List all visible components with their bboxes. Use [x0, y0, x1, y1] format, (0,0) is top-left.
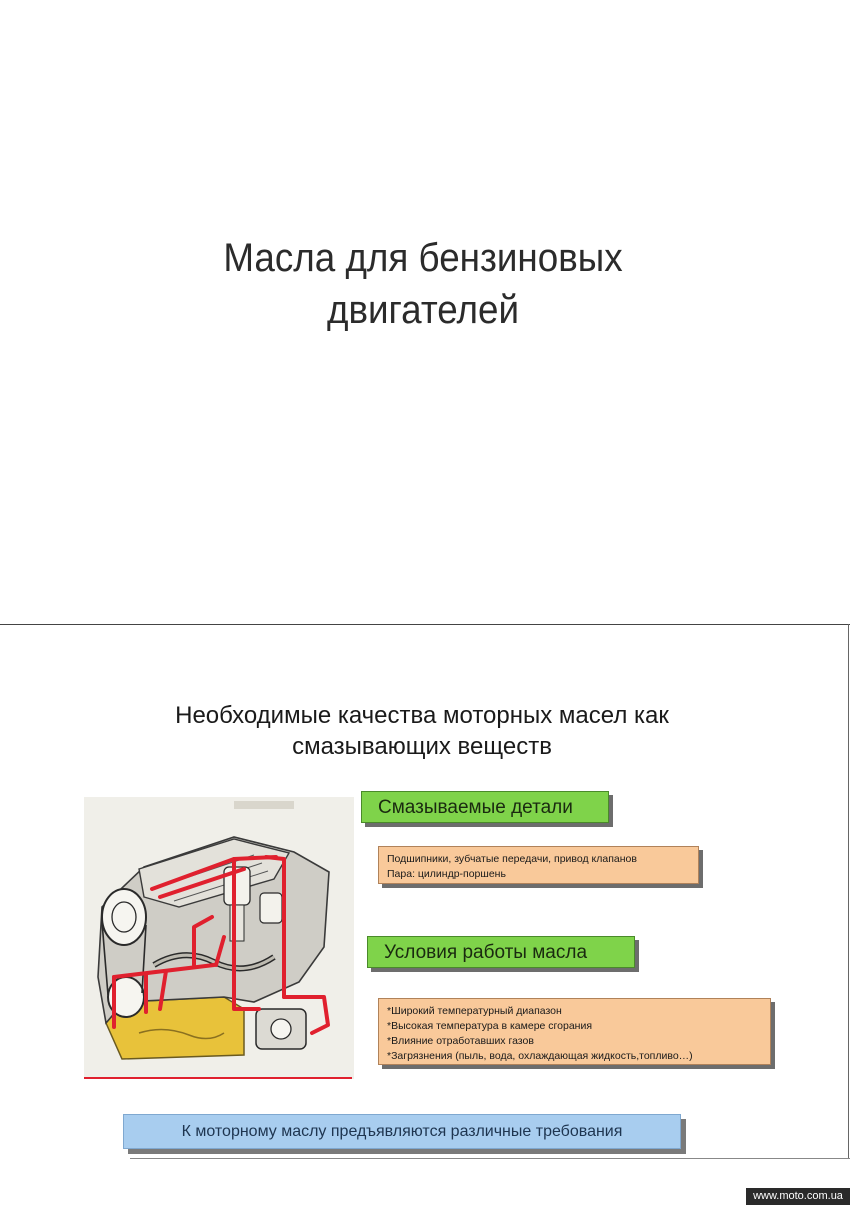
slide-right-border	[848, 624, 849, 1159]
engine-lubrication-illustration	[84, 797, 354, 1079]
operating-conditions-heading: Условия работы масла	[367, 936, 635, 968]
lubricated-parts-item: Подшипники, зубчатые передачи, привод клапанов	[387, 853, 637, 865]
operating-conditions-item: *Влияние отработавших газов	[387, 1035, 534, 1047]
bottom-rule	[130, 1158, 850, 1159]
slide1-title-line2: двигателей	[326, 288, 520, 332]
slide1-title-line1: Масла для бензиновых	[223, 236, 623, 280]
slide1-title	[34, 232, 812, 336]
lubricated-parts-item: Пара: цилиндр-поршень	[387, 868, 506, 880]
slide-divider	[0, 624, 850, 625]
slide2-title	[120, 700, 724, 762]
lubricated-parts-list	[378, 846, 699, 884]
operating-conditions-item: *Широкий температурный диапазон	[387, 1005, 562, 1017]
operating-conditions-list	[378, 998, 771, 1065]
lubricated-parts-heading: Смазываемые детали	[361, 791, 609, 823]
slide2-title-line1: Необходимые качества моторных масел как	[175, 702, 669, 729]
requirements-note: К моторному маслу предъявляются различные требования	[123, 1114, 681, 1149]
operating-conditions-item: *Высокая температура в камере сгорания	[387, 1020, 593, 1032]
site-watermark: www.moto.com.ua	[746, 1188, 850, 1205]
slide2-title-line2: смазывающих веществ	[292, 733, 552, 760]
operating-conditions-item: *Загрязнения (пыль, вода, охлаждающая жидкость,топливо…)	[387, 1050, 693, 1062]
